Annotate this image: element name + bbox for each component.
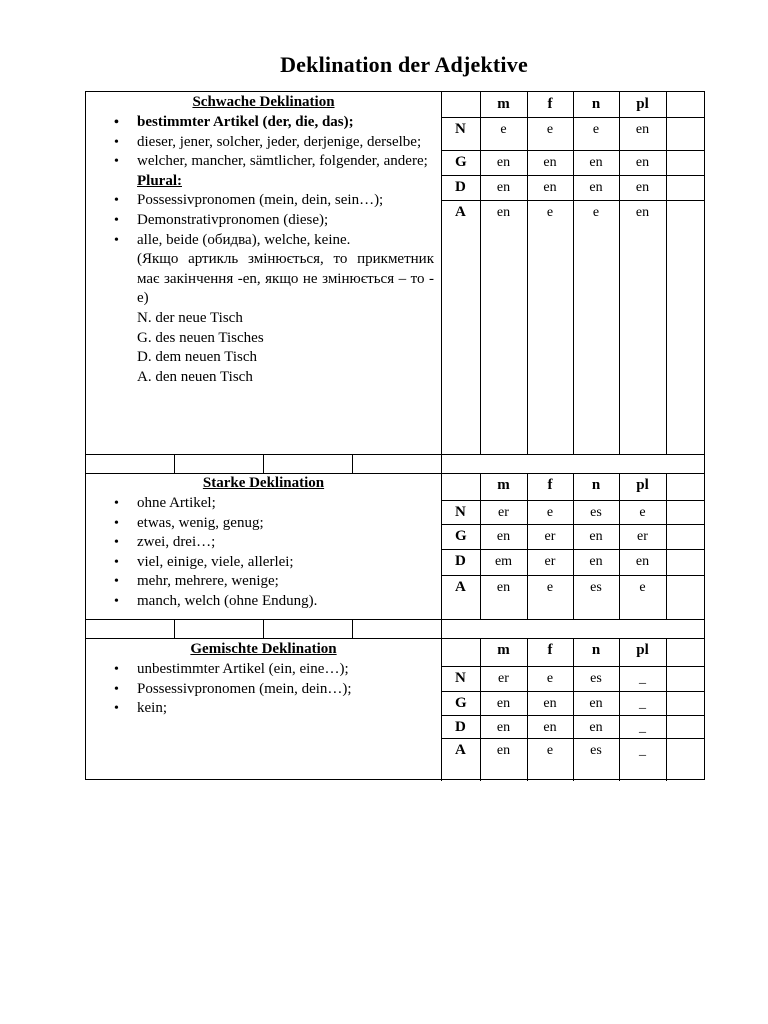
ending-cell: es bbox=[590, 743, 602, 758]
ending-cell: es bbox=[590, 580, 602, 595]
section-title-weak: Schwache Deklination bbox=[192, 94, 335, 110]
ending-cell: er bbox=[498, 671, 509, 686]
grid-line bbox=[480, 473, 481, 619]
ending-cell: e bbox=[546, 671, 554, 686]
grid-line bbox=[441, 150, 705, 151]
ending-cell: em bbox=[494, 554, 513, 569]
grid-line bbox=[263, 619, 264, 638]
ending-cell: e bbox=[546, 505, 554, 520]
list-item bbox=[110, 172, 434, 192]
column-header-m: m bbox=[497, 477, 510, 493]
ending-cell: e bbox=[546, 743, 554, 758]
grid-line bbox=[619, 92, 620, 454]
column-header-pl: pl bbox=[636, 477, 649, 493]
grid-line bbox=[86, 473, 705, 474]
weak-usage-list bbox=[110, 113, 434, 387]
ending-cell: en bbox=[496, 696, 511, 711]
grid-line bbox=[666, 92, 667, 454]
ending-cell: en bbox=[496, 580, 511, 595]
column-header-pl: pl bbox=[636, 642, 649, 658]
case-label: A bbox=[455, 742, 466, 758]
list-item: • welcher, mancher, sämtlicher, folgender, andere; bbox=[110, 152, 434, 172]
grid-line bbox=[174, 619, 175, 638]
ending-cell: en bbox=[496, 529, 511, 544]
case-label: D bbox=[455, 553, 466, 569]
grid-line bbox=[352, 454, 353, 473]
ending-cell: en bbox=[635, 155, 650, 170]
list-item: • Possessivpronomen (mein, dein…); bbox=[110, 680, 434, 700]
ending-cell: en bbox=[496, 180, 511, 195]
ending-cell: en bbox=[496, 743, 511, 758]
ending-cell: en bbox=[496, 155, 511, 170]
column-header-n: n bbox=[591, 477, 601, 493]
ending-cell: en bbox=[589, 554, 603, 569]
ending-cell: _ bbox=[639, 743, 646, 758]
ending-cell: en bbox=[589, 529, 603, 544]
ending-cell: es bbox=[590, 671, 602, 686]
ending-cell: e bbox=[592, 205, 600, 220]
grid-line bbox=[441, 92, 442, 781]
ending-cell: e bbox=[639, 505, 646, 520]
grid-line bbox=[441, 200, 705, 201]
list-item: • unbestimmter Artikel (ein, eine…); bbox=[110, 660, 434, 680]
ending-cell: e bbox=[546, 580, 554, 595]
case-label: D bbox=[455, 719, 466, 735]
ending-cell: en bbox=[496, 720, 511, 735]
case-label: N bbox=[455, 504, 466, 520]
ending-cell: en bbox=[543, 155, 557, 170]
ending-cell: er bbox=[544, 554, 556, 569]
case-label: A bbox=[455, 579, 466, 595]
column-header-f: f bbox=[547, 642, 553, 658]
grid-line bbox=[441, 666, 705, 667]
grid-line bbox=[573, 473, 574, 619]
ending-cell: en bbox=[635, 122, 650, 137]
list-item: • mehr, mehrere, wenige; bbox=[110, 572, 434, 592]
list-item: • viel, einige, viele, allerlei; bbox=[110, 553, 434, 573]
case-label: G bbox=[455, 154, 467, 170]
list-item: • dieser, jener, solcher, jeder, derjenige, derselbe; bbox=[110, 133, 434, 153]
grid-line bbox=[441, 738, 705, 739]
ending-cell: e bbox=[500, 122, 507, 137]
grid-line bbox=[666, 638, 667, 781]
grid-line bbox=[441, 691, 705, 692]
ending-cell: es bbox=[590, 505, 602, 520]
grid-line bbox=[441, 117, 705, 118]
grid-line bbox=[666, 473, 667, 619]
list-item: • bestimmter Artikel (der, die, das); bbox=[110, 113, 434, 133]
grid-line bbox=[441, 575, 705, 576]
ending-cell: en bbox=[589, 720, 603, 735]
grid-line bbox=[441, 175, 705, 176]
grid-line bbox=[441, 524, 705, 525]
strong-usage-list bbox=[110, 494, 434, 612]
list-item: • Demonstrativpronomen (diese); bbox=[110, 211, 434, 231]
list-item: • zwei, drei…; bbox=[110, 533, 434, 553]
ending-cell: en bbox=[543, 180, 557, 195]
grid-line bbox=[441, 549, 705, 550]
column-header-f: f bbox=[547, 477, 553, 493]
grid-line bbox=[441, 715, 705, 716]
column-header-f: f bbox=[547, 96, 553, 112]
ending-cell: er bbox=[544, 529, 556, 544]
column-header-m: m bbox=[497, 96, 510, 112]
case-label: N bbox=[455, 121, 466, 137]
column-header-m: m bbox=[497, 642, 510, 658]
list-item: • alle, beide (обидва), welche, keine. bbox=[110, 231, 434, 251]
ending-cell: _ bbox=[639, 720, 646, 735]
column-header-n: n bbox=[591, 642, 601, 658]
grid-line bbox=[480, 92, 481, 454]
ending-cell: _ bbox=[639, 671, 646, 686]
case-label: A bbox=[455, 204, 466, 220]
ending-cell: en bbox=[589, 180, 603, 195]
grid-line bbox=[527, 92, 528, 454]
grid-line bbox=[527, 473, 528, 619]
ending-cell: e bbox=[592, 122, 600, 137]
ending-cell: en bbox=[589, 155, 603, 170]
list-item: • kein; bbox=[110, 699, 434, 719]
ending-cell: en bbox=[635, 180, 650, 195]
ending-cell: en bbox=[635, 554, 650, 569]
ending-cell: e bbox=[546, 122, 554, 137]
grid-line bbox=[263, 454, 264, 473]
grid-line bbox=[86, 454, 705, 455]
list-item: • ohne Artikel; bbox=[110, 494, 434, 514]
ending-cell: en bbox=[496, 205, 511, 220]
plural-label: Plural: bbox=[137, 172, 182, 189]
case-label: D bbox=[455, 179, 466, 195]
grid-line bbox=[441, 500, 705, 501]
ending-cell: en bbox=[543, 720, 557, 735]
section-title-strong: Starke Deklination bbox=[202, 475, 325, 491]
ending-cell: en bbox=[635, 205, 650, 220]
grid-line bbox=[352, 619, 353, 638]
list-item: G. des neuen Tisches bbox=[137, 329, 264, 346]
case-label: G bbox=[455, 528, 467, 544]
list-item: • Possessivpronomen (mein, dein, sein…); bbox=[110, 191, 434, 211]
grid-line bbox=[86, 638, 705, 639]
section-title-mixed: Gemischte Deklination bbox=[190, 641, 337, 657]
list-item: D. dem neuen Tisch bbox=[137, 349, 257, 366]
page-title: Deklination der Adjektive bbox=[280, 52, 528, 77]
ending-cell: er bbox=[637, 529, 648, 544]
ending-cell: e bbox=[639, 580, 646, 595]
list-item: N. der neue Tisch bbox=[137, 309, 243, 326]
list-item: • manch, welch (ohne Endung). bbox=[110, 592, 434, 612]
grid-line bbox=[86, 619, 705, 620]
ending-cell: en bbox=[589, 696, 603, 711]
grid-line bbox=[174, 454, 175, 473]
grid-line bbox=[573, 92, 574, 454]
ending-cell: _ bbox=[639, 696, 646, 711]
column-header-n: n bbox=[591, 96, 601, 112]
ending-cell: er bbox=[498, 505, 509, 520]
case-label: G bbox=[455, 695, 467, 711]
list-item: • etwas, wenig, genug; bbox=[110, 514, 434, 534]
mixed-usage-list bbox=[110, 660, 434, 719]
list-item: (Якщо артикль змінюється, то прикметник має закінчення -en, якщо не змінюється – то -e) bbox=[137, 251, 434, 307]
grid-line bbox=[619, 473, 620, 619]
case-label: N bbox=[455, 670, 466, 686]
ending-cell: en bbox=[543, 696, 557, 711]
column-header-pl: pl bbox=[636, 96, 649, 112]
list-item: A. den neuen Tisch bbox=[137, 368, 253, 385]
declension-table bbox=[85, 91, 705, 780]
ending-cell: e bbox=[546, 205, 554, 220]
